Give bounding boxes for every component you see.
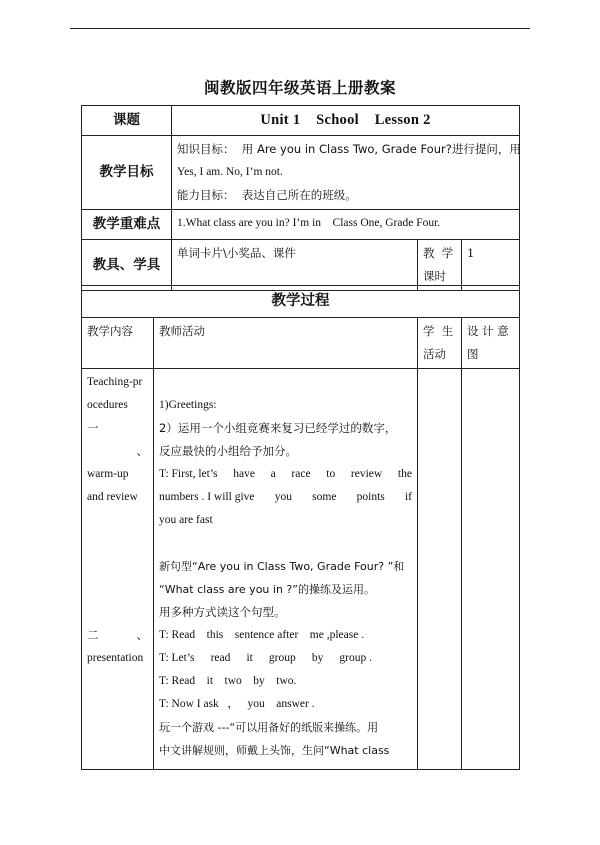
content-line: 一 [87, 421, 99, 435]
word: if [404, 491, 412, 503]
goals-line: 知识目标： 用 Are you in Class Two, Grade Four?进行提问，用 [177, 142, 521, 156]
header-content: 教学内容 [82, 318, 154, 369]
word: read [210, 652, 231, 664]
topic-label: 课题 [82, 106, 172, 136]
goals-line: 能力目标： 表达自己所在的班级。 [177, 188, 357, 202]
goals-line: Yes, I am. No, I’m not. [177, 166, 283, 178]
word: to [326, 468, 336, 480]
teacher-line [159, 647, 412, 670]
hours-label-line: 教 学 [423, 246, 454, 260]
word: a [270, 468, 276, 480]
header-student-line: 学 生 [423, 324, 454, 338]
goals-cell [172, 136, 520, 210]
header-design-line: 设 计 意 [467, 324, 509, 338]
tools-value: 单词卡片\小奖品、课件 [172, 240, 418, 291]
word: by [311, 652, 324, 664]
content-line: and review [87, 491, 138, 503]
teacher-line: 反应最快的小组给予加分。 [159, 444, 297, 458]
word: the [397, 468, 412, 480]
key-row [82, 210, 520, 240]
goals-label: 教学目标 [82, 136, 172, 210]
design-intent-cell [462, 369, 520, 770]
teacher-line: 新句型“Are you in Class Two, Grade Four? ”和 [159, 560, 405, 573]
teacher-line: T: Read it two by two. [159, 675, 297, 687]
word: race [291, 468, 311, 480]
word: you [274, 491, 292, 503]
word: review [350, 468, 383, 480]
topic-row [82, 106, 520, 136]
teacher-line: “What class are you in ?”的操练及运用。 [159, 583, 375, 596]
content-line: 、 [136, 628, 148, 642]
content-line: presentation [87, 652, 144, 664]
header-student-line: 活动 [423, 347, 446, 361]
key-label: 教学重难点 [82, 210, 172, 240]
process-title: 教学过程 [82, 286, 520, 318]
word: T: First, let’s [159, 468, 218, 480]
teacher-line: 玩一个游戏 ---“可以用备好的纸版来操练。用 [159, 721, 379, 734]
key-value: 1.What class are you in? I’m in Class One, Grade Four. [172, 210, 520, 240]
tools-row [82, 240, 520, 291]
word: T: Let’s [159, 652, 195, 664]
topic-value: Unit 1 School Lesson 2 [172, 106, 520, 136]
header-teacher: 教师活动 [154, 318, 418, 369]
header-student [418, 318, 462, 369]
hours-value: 1 [462, 240, 520, 291]
content-line: ocedures [87, 399, 128, 411]
hours-label [418, 240, 462, 291]
teacher-cell [154, 369, 418, 770]
teacher-line: 2）运用一个小组竞赛来复习已经学过的数字， [159, 421, 397, 435]
teacher-line: you are fast [159, 514, 213, 526]
teacher-line: 用多种方式读这个句型。 [159, 605, 286, 619]
teacher-line [159, 486, 412, 509]
tools-label: 教具、学具 [82, 240, 172, 291]
teacher-line [159, 463, 412, 486]
word: group . [339, 652, 372, 664]
content-cell [82, 369, 154, 770]
student-activity-cell [418, 369, 462, 770]
info-table [81, 105, 520, 291]
teacher-line: T: Read this sentence after me ,please . [159, 629, 365, 641]
word: it [246, 652, 253, 664]
header-design-line: 图 [467, 347, 479, 361]
process-title-row [82, 286, 520, 318]
word: points [356, 491, 385, 503]
word: have [233, 468, 255, 480]
document-title: 闽教版四年级英语上册教案 [203, 79, 396, 97]
teacher-line: 1)Greetings: [159, 399, 217, 411]
content-line: 二 [87, 628, 99, 642]
hours-label-line: 课时 [423, 269, 446, 283]
teacher-line: 中文讲解规则，师戴上头饰，生问“What class [159, 744, 390, 757]
goals-row [82, 136, 520, 210]
word: some [312, 491, 337, 503]
header-rule [70, 28, 530, 29]
process-header-row [82, 318, 520, 369]
word: group [268, 652, 296, 664]
process-body-row [82, 369, 520, 770]
content-line: 、 [136, 444, 148, 458]
process-table [81, 285, 520, 770]
content-line: warm-up [87, 468, 129, 480]
header-design [462, 318, 520, 369]
content-line: Teaching-pr [87, 376, 143, 388]
word: numbers . I will give [159, 491, 255, 503]
teacher-line: T: Now I ask ， you answer . [159, 698, 315, 710]
